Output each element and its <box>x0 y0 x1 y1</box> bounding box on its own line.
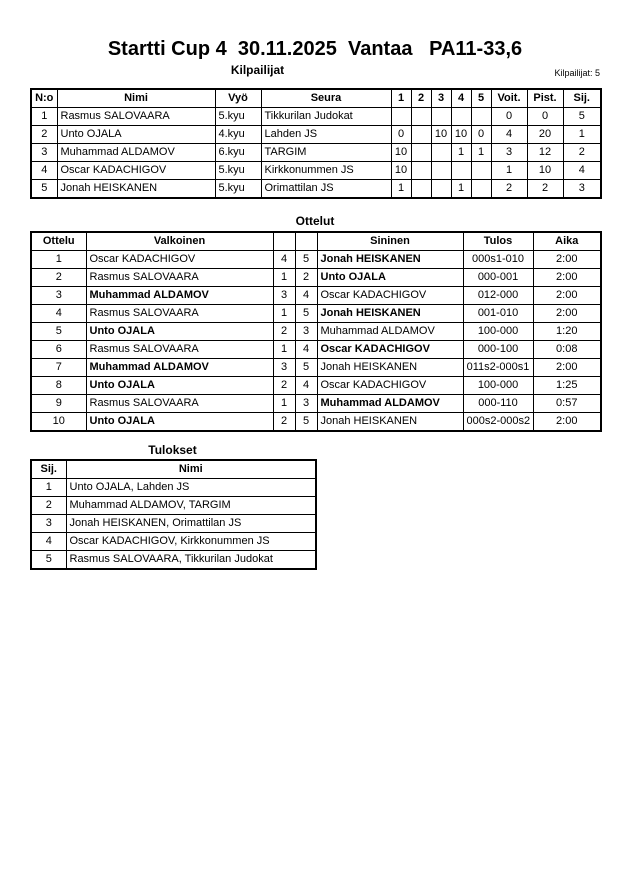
blue-competitor: Oscar KADACHIGOV <box>317 341 463 359</box>
match-row <box>31 413 601 432</box>
competitor-no: 4 <box>31 162 57 180</box>
white-competitor: Unto OJALA <box>86 377 273 395</box>
competitor-place: 3 <box>563 180 601 199</box>
match-no: 8 <box>31 377 86 395</box>
match-result: 100-000 <box>463 377 533 395</box>
col-header-white: Valkoinen <box>86 232 273 251</box>
competitor-club: Tikkurilan Judokat <box>261 108 391 126</box>
match-no: 10 <box>31 413 86 432</box>
score-cell-1: 10 <box>391 162 411 180</box>
white-number: 2 <box>273 413 295 432</box>
match-row <box>31 323 601 341</box>
match-row <box>31 305 601 323</box>
result-name: Muhammad ALDAMOV, TARGIM <box>66 497 316 515</box>
competitor-name: Oscar KADACHIGOV <box>57 162 215 180</box>
match-result: 000s1-010 <box>463 251 533 269</box>
white-number: 2 <box>273 377 295 395</box>
competitor-name: Unto OJALA <box>57 126 215 144</box>
match-row <box>31 377 601 395</box>
result-row <box>31 533 316 551</box>
competitor-belt: 5.kyu <box>215 162 261 180</box>
white-number: 1 <box>273 269 295 287</box>
result-name: Jonah HEISKANEN, Orimattilan JS <box>66 515 316 533</box>
match-time: 2:00 <box>533 305 601 323</box>
col-header-no: N:o <box>31 89 57 108</box>
page-title: Startti Cup 4 30.11.2025 Vantaa PA11-33,6 <box>107 38 523 60</box>
match-time: 0:57 <box>533 395 601 413</box>
match-time: 2:00 <box>533 287 601 305</box>
col-header-place: Sij. <box>31 460 66 479</box>
competitor-place: 1 <box>563 126 601 144</box>
result-row <box>31 515 316 533</box>
match-result: 000-001 <box>463 269 533 287</box>
col-header-name: Nimi <box>57 89 215 108</box>
competitor-club: Orimattilan JS <box>261 180 391 199</box>
score-cell-1: 1 <box>391 180 411 199</box>
match-time: 1:25 <box>533 377 601 395</box>
col-header-white-number <box>273 232 295 251</box>
competitor-belt: 5.kyu <box>215 180 261 199</box>
blue-competitor: Oscar KADACHIGOV <box>317 377 463 395</box>
matches-table <box>30 231 602 432</box>
blue-number: 3 <box>295 395 317 413</box>
result-place: 4 <box>31 533 66 551</box>
match-time: 2:00 <box>533 359 601 377</box>
match-row <box>31 341 601 359</box>
result-place: 5 <box>31 551 66 570</box>
blue-number: 5 <box>295 359 317 377</box>
score-cell-3 <box>431 162 451 180</box>
col-header-blue-number <box>295 232 317 251</box>
match-no: 9 <box>31 395 86 413</box>
col-header-4: 4 <box>451 89 471 108</box>
competitor-name: Rasmus SALOVAARA <box>57 108 215 126</box>
white-competitor: Rasmus SALOVAARA <box>86 341 273 359</box>
col-header-wins: Voit. <box>491 89 527 108</box>
score-cell-2 <box>411 108 431 126</box>
matches-heading: Ottelut <box>295 214 335 228</box>
col-header-1: 1 <box>391 89 411 108</box>
col-header-points: Pist. <box>527 89 563 108</box>
blue-competitor: Muhammad ALDAMOV <box>317 395 463 413</box>
score-cell-5 <box>471 162 491 180</box>
col-header-time: Aika <box>533 232 601 251</box>
col-header-name: Nimi <box>66 460 316 479</box>
competitors-count: Kilpailijat: 5 <box>554 68 600 78</box>
white-number: 3 <box>273 359 295 377</box>
competitor-name: Muhammad ALDAMOV <box>57 144 215 162</box>
competitor-row <box>31 126 601 144</box>
match-time: 2:00 <box>533 251 601 269</box>
competitor-wins: 3 <box>491 144 527 162</box>
score-cell-1 <box>391 108 411 126</box>
match-row <box>31 359 601 377</box>
match-no: 4 <box>31 305 86 323</box>
blue-number: 4 <box>295 287 317 305</box>
match-result: 000-100 <box>463 341 533 359</box>
white-number: 3 <box>273 287 295 305</box>
competitor-belt: 5.kyu <box>215 108 261 126</box>
result-name: Unto OJALA, Lahden JS <box>66 479 316 497</box>
blue-number: 5 <box>295 305 317 323</box>
competitor-place: 2 <box>563 144 601 162</box>
match-no: 3 <box>31 287 86 305</box>
match-result: 000-110 <box>463 395 533 413</box>
score-cell-3 <box>431 180 451 199</box>
competitor-wins: 2 <box>491 180 527 199</box>
white-competitor: Muhammad ALDAMOV <box>86 287 273 305</box>
competitor-wins: 1 <box>491 162 527 180</box>
col-header-5: 5 <box>471 89 491 108</box>
competitor-points: 20 <box>527 126 563 144</box>
competitor-points: 10 <box>527 162 563 180</box>
result-name: Oscar KADACHIGOV, Kirkkonummen JS <box>66 533 316 551</box>
score-cell-5: 0 <box>471 126 491 144</box>
score-cell-5: 1 <box>471 144 491 162</box>
blue-number: 5 <box>295 413 317 432</box>
competitor-place: 5 <box>563 108 601 126</box>
white-number: 1 <box>273 395 295 413</box>
score-cell-4 <box>451 108 471 126</box>
results-table <box>30 459 317 570</box>
competitor-club: Lahden JS <box>261 126 391 144</box>
result-place: 1 <box>31 479 66 497</box>
match-no: 7 <box>31 359 86 377</box>
white-competitor: Rasmus SALOVAARA <box>86 305 273 323</box>
competitor-points: 2 <box>527 180 563 199</box>
match-no: 5 <box>31 323 86 341</box>
score-cell-2 <box>411 162 431 180</box>
blue-number: 3 <box>295 323 317 341</box>
col-header-blue: Sininen <box>317 232 463 251</box>
match-no: 1 <box>31 251 86 269</box>
competitor-club: Kirkkonummen JS <box>261 162 391 180</box>
match-result: 011s2-000s1 <box>463 359 533 377</box>
competitor-row <box>31 180 601 199</box>
results-heading: Tulokset <box>148 443 197 457</box>
competitor-belt: 4.kyu <box>215 126 261 144</box>
white-number: 4 <box>273 251 295 269</box>
blue-competitor: Muhammad ALDAMOV <box>317 323 463 341</box>
score-cell-5 <box>471 108 491 126</box>
competitor-place: 4 <box>563 162 601 180</box>
col-header-result: Tulos <box>463 232 533 251</box>
score-cell-4: 1 <box>451 144 471 162</box>
table-header-row <box>31 232 601 251</box>
col-header-club: Seura <box>261 89 391 108</box>
col-header-3: 3 <box>431 89 451 108</box>
result-place: 3 <box>31 515 66 533</box>
result-name: Rasmus SALOVAARA, Tikkurilan Judokat <box>66 551 316 570</box>
score-cell-2 <box>411 144 431 162</box>
score-cell-2 <box>411 180 431 199</box>
match-no: 2 <box>31 269 86 287</box>
competitor-no: 5 <box>31 180 57 199</box>
match-row <box>31 269 601 287</box>
competitor-points: 0 <box>527 108 563 126</box>
white-competitor: Rasmus SALOVAARA <box>86 395 273 413</box>
score-cell-4 <box>451 162 471 180</box>
match-time: 1:20 <box>533 323 601 341</box>
competitor-row <box>31 144 601 162</box>
match-no: 6 <box>31 341 86 359</box>
score-cell-4: 10 <box>451 126 471 144</box>
white-number: 2 <box>273 323 295 341</box>
blue-competitor: Oscar KADACHIGOV <box>317 287 463 305</box>
score-cell-1: 0 <box>391 126 411 144</box>
blue-number: 2 <box>295 269 317 287</box>
competitor-wins: 4 <box>491 126 527 144</box>
competitor-wins: 0 <box>491 108 527 126</box>
match-result: 001-010 <box>463 305 533 323</box>
white-competitor: Rasmus SALOVAARA <box>86 269 273 287</box>
match-time: 0:08 <box>533 341 601 359</box>
blue-competitor: Jonah HEISKANEN <box>317 359 463 377</box>
score-cell-3 <box>431 108 451 126</box>
result-row <box>31 479 316 497</box>
result-row <box>31 497 316 515</box>
score-cell-3 <box>431 144 451 162</box>
score-cell-5 <box>471 180 491 199</box>
white-competitor: Oscar KADACHIGOV <box>86 251 273 269</box>
white-number: 1 <box>273 305 295 323</box>
white-competitor: Unto OJALA <box>86 413 273 432</box>
blue-number: 4 <box>295 341 317 359</box>
col-header-match-no: Ottelu <box>31 232 86 251</box>
col-header-place: Sij. <box>563 89 601 108</box>
white-competitor: Muhammad ALDAMOV <box>86 359 273 377</box>
score-cell-2 <box>411 126 431 144</box>
competitor-points: 12 <box>527 144 563 162</box>
white-competitor: Unto OJALA <box>86 323 273 341</box>
match-row <box>31 251 601 269</box>
competitor-row <box>31 108 601 126</box>
col-header-2: 2 <box>411 89 431 108</box>
competitor-no: 3 <box>31 144 57 162</box>
competitor-no: 2 <box>31 126 57 144</box>
score-cell-1: 10 <box>391 144 411 162</box>
table-header-row <box>31 89 601 108</box>
score-cell-3: 10 <box>431 126 451 144</box>
match-row <box>31 395 601 413</box>
blue-competitor: Jonah HEISKANEN <box>317 413 463 432</box>
table-header-row <box>31 460 316 479</box>
blue-number: 5 <box>295 251 317 269</box>
blue-competitor: Jonah HEISKANEN <box>317 305 463 323</box>
blue-number: 4 <box>295 377 317 395</box>
competitors-heading: Kilpailijat <box>230 63 285 77</box>
match-result: 012-000 <box>463 287 533 305</box>
score-cell-4: 1 <box>451 180 471 199</box>
match-result: 000s2-000s2 <box>463 413 533 432</box>
result-row <box>31 551 316 570</box>
match-time: 2:00 <box>533 413 601 432</box>
blue-competitor: Unto OJALA <box>317 269 463 287</box>
result-place: 2 <box>31 497 66 515</box>
competitor-name: Jonah HEISKANEN <box>57 180 215 199</box>
match-result: 100-000 <box>463 323 533 341</box>
white-number: 1 <box>273 341 295 359</box>
competitor-belt: 6.kyu <box>215 144 261 162</box>
blue-competitor: Jonah HEISKANEN <box>317 251 463 269</box>
match-time: 2:00 <box>533 269 601 287</box>
competitor-club: TARGIM <box>261 144 391 162</box>
match-row <box>31 287 601 305</box>
competitor-row <box>31 162 601 180</box>
competitors-table <box>30 88 602 199</box>
competitor-no: 1 <box>31 108 57 126</box>
col-header-belt: Vyö <box>215 89 261 108</box>
